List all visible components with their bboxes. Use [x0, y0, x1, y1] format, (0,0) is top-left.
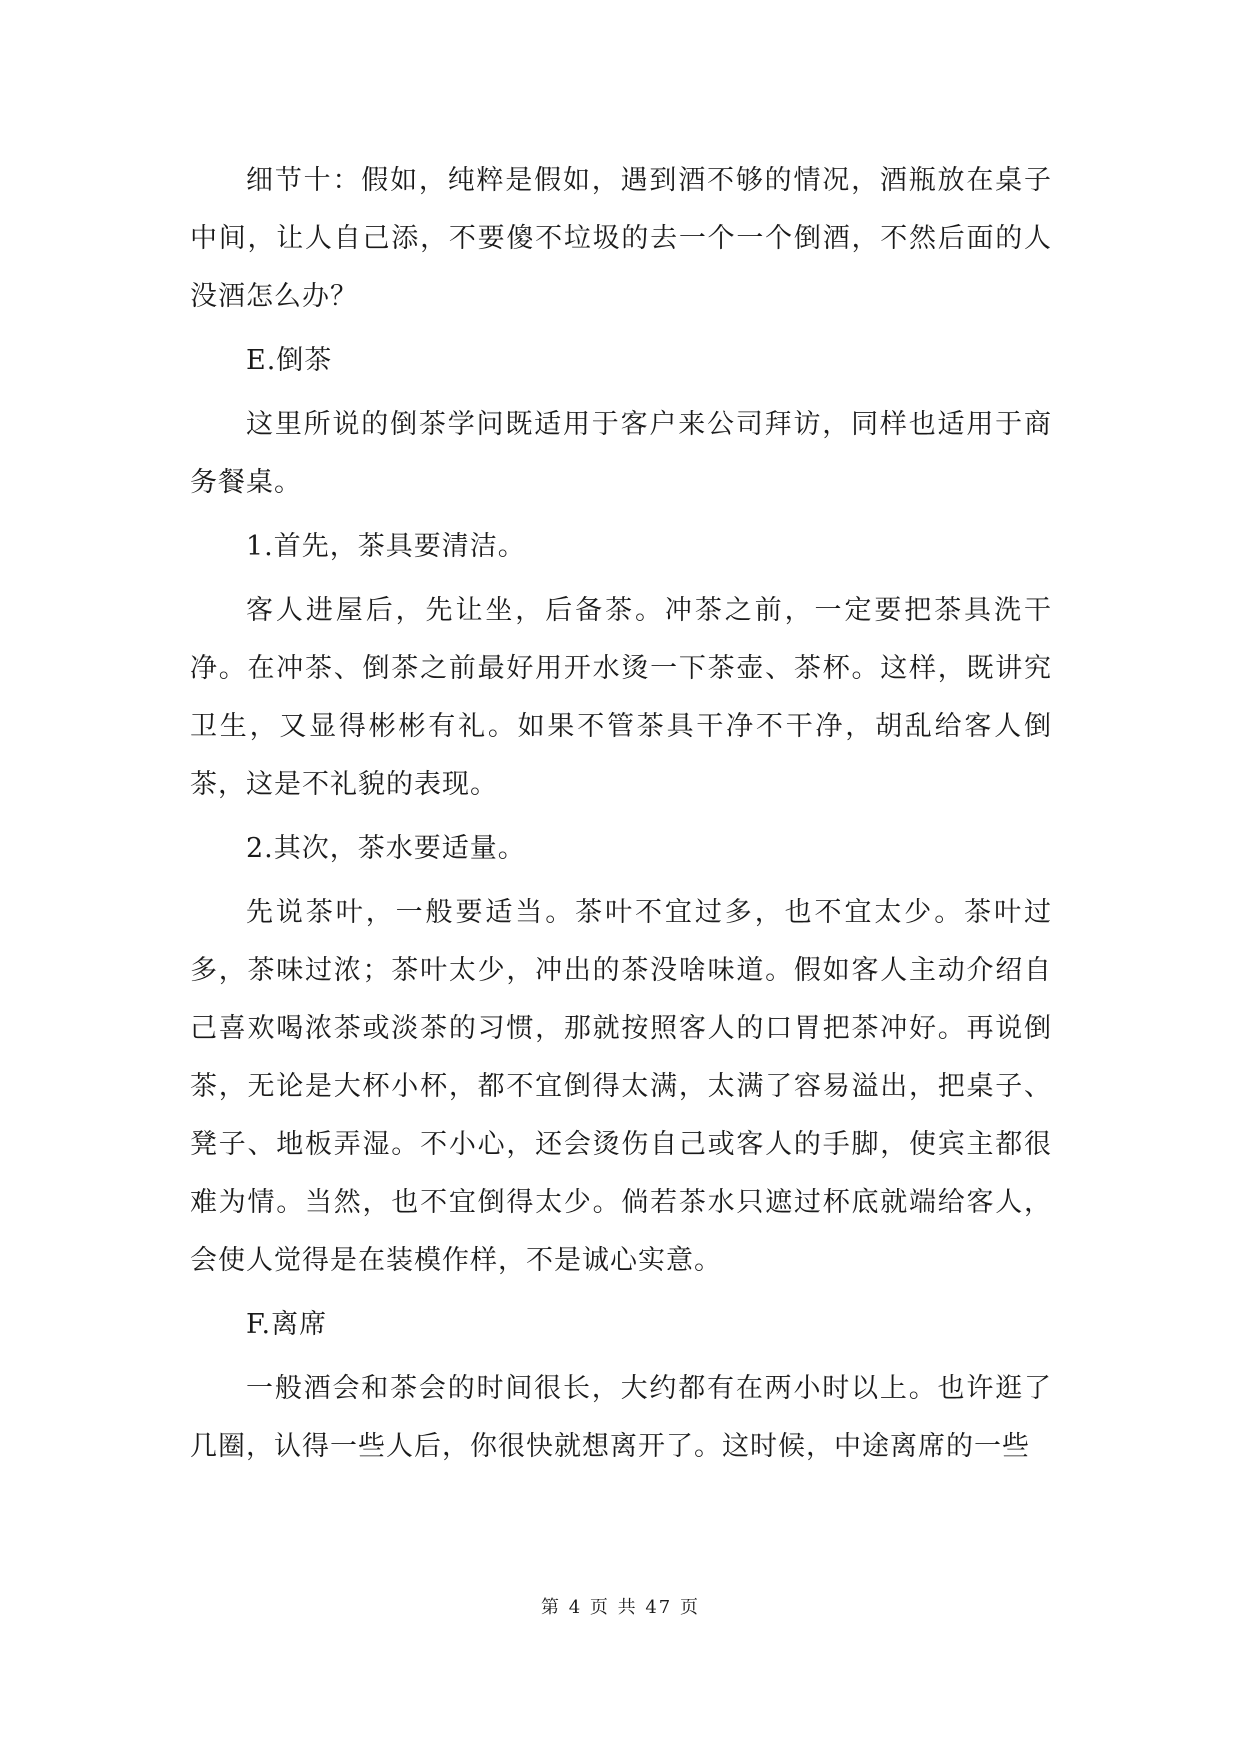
heading-tea-amount: 2.其次，茶水要适量。 [246, 833, 526, 864]
body-text [190, 152, 1052, 1482]
page-number: 第 4 页 共 47 页 [541, 1597, 700, 1618]
heading-pour-tea: E.倒茶 [246, 345, 333, 376]
paragraph-tea-intro: 这里所说的倒茶学问既适用于客户来公司拜访，同样也适用于商务餐桌。 [190, 409, 1052, 498]
paragraph-clean-teaware: 客人进屋后，先让坐，后备茶。冲茶之前，一定要把茶具洗干净。在冲茶、倒茶之前最好用开水烫一下茶壶、茶杯。这样，既讲究卫生，又显得彬彬有礼。如果不管茶具干净不干净，胡乱给客人倒茶，这是不礼貌的表现。 [190, 595, 1052, 800]
paragraph-tea-amount: 先说茶叶，一般要适当。茶叶不宜过多，也不宜太少。茶叶过多，茶味过浓；茶叶太少，冲出的茶没啥味道。假如客人主动介绍自己喜欢喝浓茶或淡茶的习惯，那就按照客人的口胃把茶冲好。再说倒茶，无论是大杯小杯，都不宜倒得太满，太满了容易溢出，把桌子、凳子、地板弄湿。不小心，还会烫伤自己或客人的手脚，使宾主都很难为情。当然，也不宜倒得太少。倘若茶水只遮过杯底就端给客人，会使人觉得是在装模作样，不是诚心实意。 [190, 897, 1052, 1276]
paragraph-leave-table: 一般酒会和茶会的时间很长，大约都有在两小时以上。也许逛了几圈，认得一些人后，你很快就想离开了。这时候，中途离席的一些 [190, 1373, 1052, 1462]
heading-leave-table: F.离席 [246, 1309, 328, 1340]
heading-clean-teaware: 1.首先，茶具要清洁。 [246, 531, 526, 562]
paragraph-detail-ten: 细节十：假如，纯粹是假如，遇到酒不够的情况，酒瓶放在桌子中间，让人自己添，不要傻不垃圾的去一个一个倒酒，不然后面的人没酒怎么办？ [190, 165, 1052, 312]
